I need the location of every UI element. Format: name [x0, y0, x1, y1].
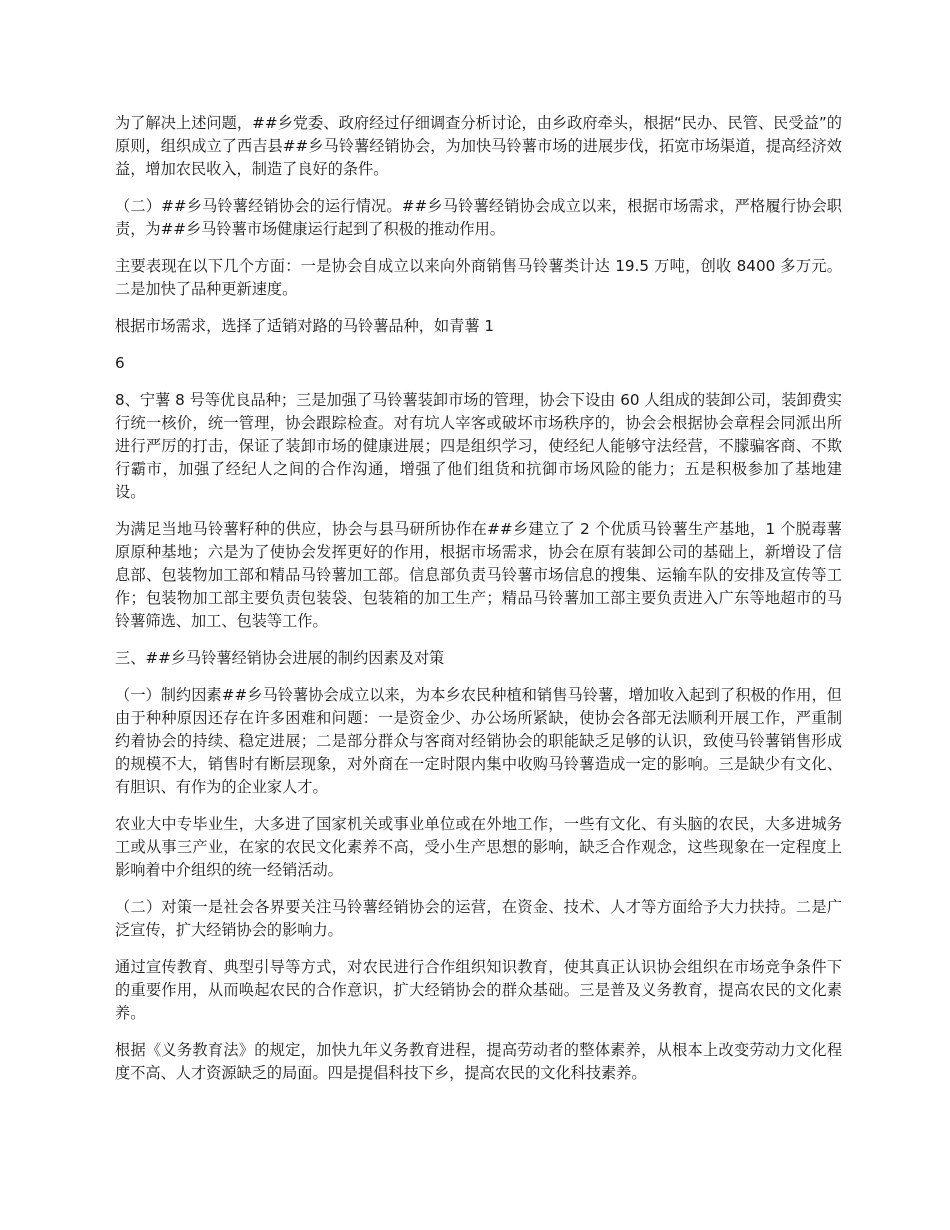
paragraph: 6 — [115, 354, 125, 372]
paragraph: 根据市场需求，选择了适销对路的马铃薯品种，如青薯 1 — [115, 317, 494, 335]
paragraph: 主要表现在以下几个方面：一是协会自成立以来向外商销售马铃薯类计达 19.5 万吨，创收 8400 多万元。二是加快了品种更新速度。 — [115, 257, 842, 298]
paragraph: 农业大中专毕业生，大多进了国家机关或事业单位或在外地工作，一些有文化、有头脑的农民，大多进城务工或从事三产业，在家的农民文化素养不高，受小生产思想的影响，缺乏合作观念，这些现象在一定程度上影响着中介组织的统一经销活动。 — [115, 815, 842, 879]
section-heading: 三、##乡马铃薯经销协会进展的制约因素及对策 — [115, 649, 445, 667]
paragraph: 8、宁薯 8 号等优良品种；三是加强了马铃薯装卸市场的管理，协会下设由 60 人组成的装卸公司，装卸费实行统一核价，统一管理，协会跟踪检查。对有坑人宰客或破坏市场秩序的，协会会根据协会章程会同派出所进行严厉的打击，保证了装卸市场的健康进展；四是组织学习，使经纪人能够守法经营，不朦骗客商、不欺行霸市，加强了经纪人之间的合作沟通，增强了他们组货和抗御市场风险的能力；五是积极参加了基地建设。 — [115, 391, 842, 501]
paragraph: 通过宣传教育、典型引导等方式，对农民进行合作组织知识教育，使其真正认识协会组织在市场竞争条件下的重要作用，从而唤起农民的合作意识，扩大经销协会的群众基础。三是普及义务教育，提高农民的文化素养。 — [115, 958, 842, 1022]
paragraph: 根据《义务教育法》的规定，加快九年义务教育进程，提高劳动者的整体素养，从根本上改变劳动力文化程度不高、人才资源缺乏的局面。四是提倡科技下乡，提高农民的文化科技素养。 — [115, 1041, 842, 1082]
paragraph: 为满足当地马铃薯籽种的供应，协会与县马研所协作在##乡建立了 2 个优质马铃薯生产基地，1 个脱毒薯原原种基地；六是为了使协会发挥更好的作用，根据市场需求，协会在原有装卸公司的基础上，新增设了信息部、包装物加工部和精品马铃薯加工部。信息部负责马铃薯市场信息的搜集、运输车队的安排及宣传等工作；包装物加工部主要负责包装袋、包装箱的加工生产；精品马铃薯加工部主要负责进入广东等地超市的马铃薯筛选、加工、包装等工作。 — [115, 520, 842, 630]
paragraph: （一）制约因素##乡马铃薯协会成立以来，为本乡农民种植和销售马铃薯，增加收入起到了积极的作用，但由于种种原因还存在许多困难和问题：一是资金少、办公场所紧缺，使协会各部无法顺利开展工作，严重制约着协会的持续、稳定进展；二是部分群众与客商对经销协会的职能缺乏足够的认识，致使马铃薯销售形成的规模不大，销售时有断层现象，对外商在一定时限内集中收购马铃薯造成一定的影响。三是缺少有文化、有胆识、有作为的企业家人才。 — [115, 686, 842, 796]
document-body — [115, 112, 842, 1099]
paragraph: （二）对策一是社会各界要关注马铃薯经销协会的运营，在资金、技术、人才等方面给予大力扶持。二是广泛宣传，扩大经销协会的影响力。 — [115, 898, 842, 939]
paragraph: 为了解决上述问题，##乡党委、政府经过仔细调查分析讨论，由乡政府牵头，根据“民办、民管、民受益”的原则，组织成立了西吉县##乡马铃薯经销协会，为加快马铃薯市场的进展步伐，拓宽市场渠道，提高经济效益，增加农民收入，制造了良好的条件。 — [115, 114, 842, 178]
paragraph: （二）##乡马铃薯经销协会的运行情况。##乡马铃薯经销协会成立以来，根据市场需求，严格履行协会职责，为##乡马铃薯市场健康运行起到了积极的推动作用。 — [115, 197, 842, 238]
